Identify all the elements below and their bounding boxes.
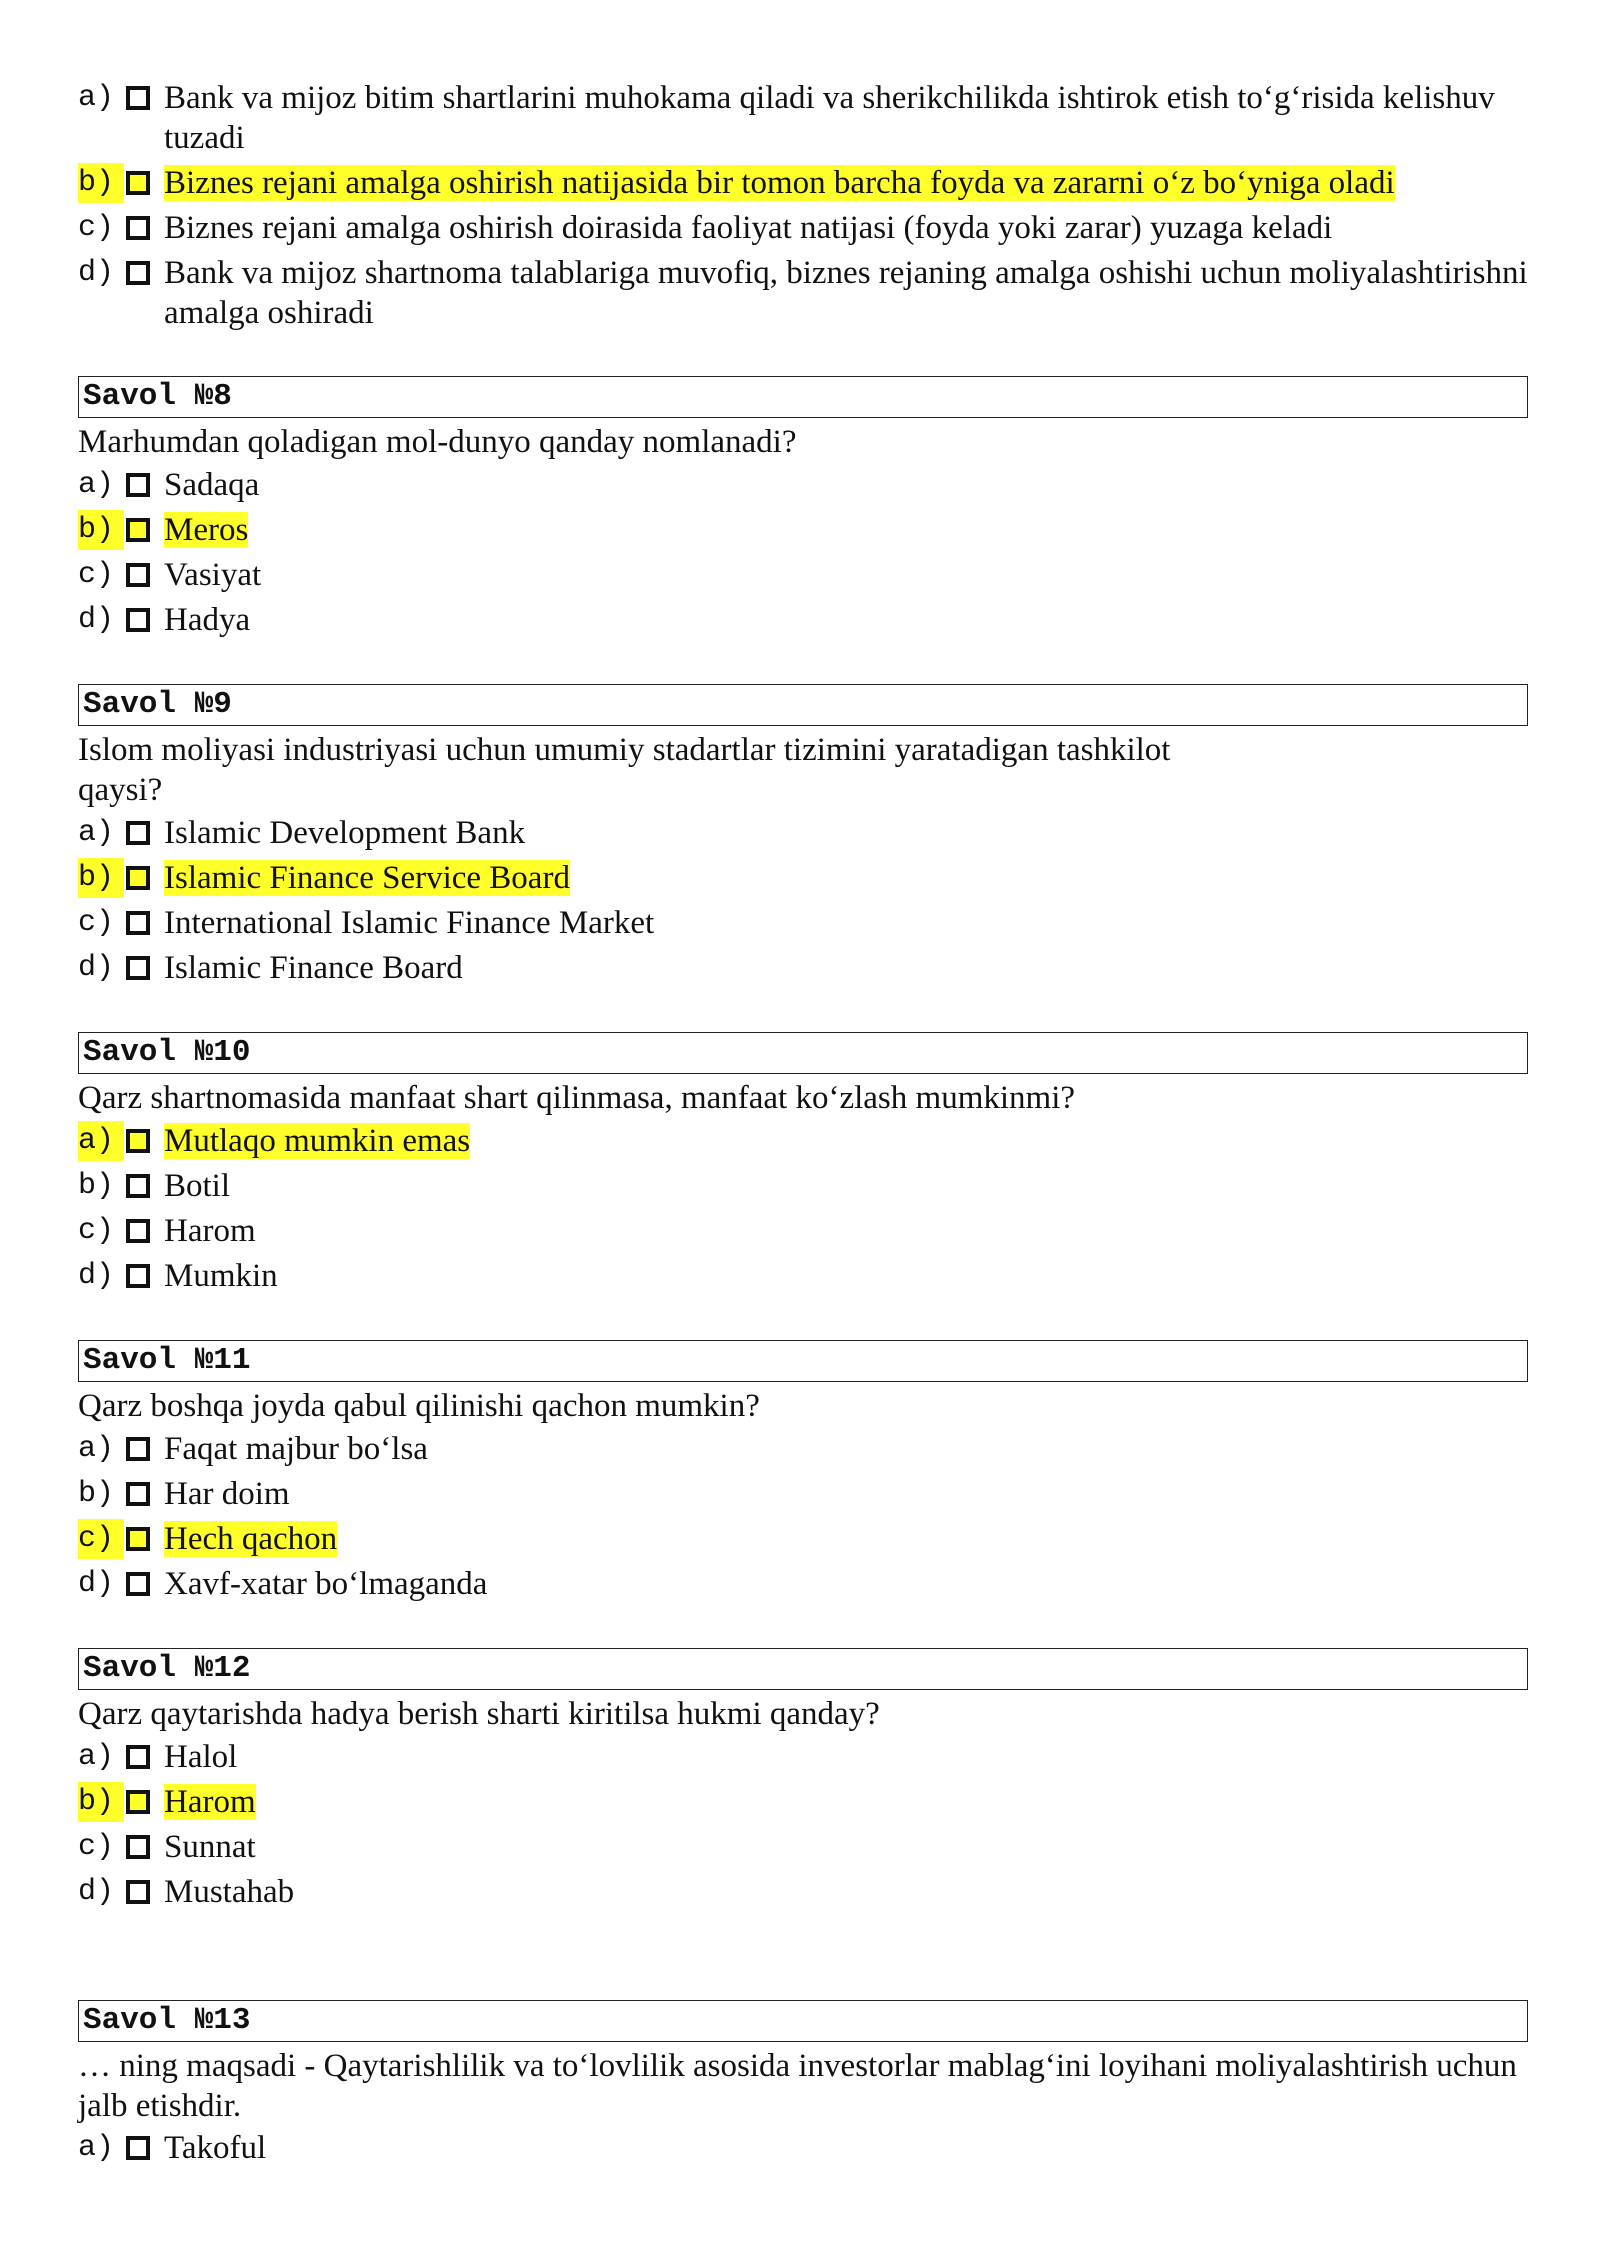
checkbox-icon[interactable] <box>126 518 150 542</box>
option-text: Halol <box>164 1739 238 1775</box>
option-letter: a) <box>78 2131 115 2165</box>
checkbox-icon[interactable] <box>126 1835 150 1859</box>
option-letter: b) <box>78 1169 115 1203</box>
q8-option-a[interactable] <box>78 465 1540 505</box>
q10-option-c[interactable] <box>78 1211 1540 1251</box>
checkbox-icon[interactable] <box>126 1880 150 1904</box>
q13-header: Savol №13 <box>78 2000 1528 2042</box>
option-letter: b) <box>78 1782 124 1822</box>
q9-option-c[interactable] <box>78 903 1540 943</box>
option-letter: b) <box>78 510 124 550</box>
option-letter: a) <box>78 81 115 115</box>
q12-option-d[interactable] <box>78 1872 1540 1912</box>
option-letter: a) <box>78 816 115 850</box>
option-letter: d) <box>78 603 115 637</box>
option-text: Bank va mijoz shartnoma talablariga muvofiq, biznes rejaning amalga oshishi uchun moliyalashtirishni amalga oshiradi <box>164 255 1528 331</box>
option-text-highlighted: Mutlaqo mumkin emas <box>164 1123 471 1159</box>
q10-header: Savol №10 <box>78 1032 1528 1074</box>
option-text-highlighted: Islamic Finance Service Board <box>164 860 570 896</box>
checkbox-icon[interactable] <box>126 473 150 497</box>
option-letter: c) <box>78 1519 124 1559</box>
q9-option-a[interactable] <box>78 813 1540 853</box>
option-text: Sadaqa <box>164 467 260 503</box>
checkbox-icon[interactable] <box>126 216 150 240</box>
checkbox-icon[interactable] <box>126 171 150 195</box>
checkbox-icon[interactable] <box>126 866 150 890</box>
q7-options <box>78 78 1540 338</box>
q10-option-a[interactable] <box>78 1121 1540 1161</box>
checkbox-icon[interactable] <box>126 1219 150 1243</box>
q11-option-c[interactable] <box>78 1519 1540 1559</box>
option-text-highlighted: Harom <box>164 1784 256 1820</box>
option-letter: c) <box>78 1214 115 1248</box>
q12-options <box>78 1737 1540 1917</box>
q11-option-a[interactable] <box>78 1429 1540 1469</box>
option-text: Islamic Finance Board <box>164 950 463 986</box>
option-text: Sunnat <box>164 1829 256 1865</box>
option-text-highlighted: Biznes rejani amalga oshirish natijasida bir tomon barcha foyda va zararni o‘z bo‘yniga oladi <box>164 165 1395 201</box>
q13-option-a[interactable] <box>78 2128 1540 2168</box>
option-text: Mumkin <box>164 1258 278 1294</box>
checkbox-icon[interactable] <box>126 1437 150 1461</box>
q8-option-c[interactable] <box>78 555 1540 595</box>
q7-option-d[interactable] <box>78 253 1540 333</box>
checkbox-icon[interactable] <box>126 1174 150 1198</box>
option-text: Bank va mijoz bitim shartlarini muhokama qiladi va sherikchilikda ishtirok etish to‘g‘risida kelishuv tuzadi <box>164 80 1495 156</box>
option-letter: a) <box>78 468 115 502</box>
checkbox-icon[interactable] <box>126 1129 150 1153</box>
option-text: Hadya <box>164 602 251 638</box>
q12-question: Qarz qaytarishda hadya berish sharti kiritilsa hukmi qanday? <box>78 1696 880 1732</box>
q9-question <box>78 730 1548 810</box>
q9-option-d[interactable] <box>78 948 1540 988</box>
option-letter: a) <box>78 1121 124 1161</box>
option-letter: b) <box>78 1477 115 1511</box>
option-letter: b) <box>78 163 124 203</box>
q12-option-a[interactable] <box>78 1737 1540 1777</box>
q11-question: Qarz boshqa joyda qabul qilinishi qachon mumkin? <box>78 1388 760 1424</box>
checkbox-icon[interactable] <box>126 2136 150 2160</box>
checkbox-icon[interactable] <box>126 1572 150 1596</box>
q7-option-a[interactable] <box>78 78 1540 158</box>
q11-option-b[interactable] <box>78 1474 1540 1514</box>
q8-option-d[interactable] <box>78 600 1540 640</box>
checkbox-icon[interactable] <box>126 1790 150 1814</box>
option-letter: d) <box>78 1567 115 1601</box>
checkbox-icon[interactable] <box>126 86 150 110</box>
option-letter: c) <box>78 906 115 940</box>
q9-header: Savol №9 <box>78 684 1528 726</box>
option-letter: c) <box>78 558 115 592</box>
q12-option-b[interactable] <box>78 1782 1540 1822</box>
option-text-highlighted: Meros <box>164 512 249 548</box>
option-text: Takoful <box>164 2130 267 2166</box>
q8-options <box>78 465 1540 645</box>
option-text: Har doim <box>164 1476 290 1512</box>
q11-option-d[interactable] <box>78 1564 1540 1604</box>
checkbox-icon[interactable] <box>126 563 150 587</box>
q7-option-b[interactable] <box>78 163 1540 203</box>
option-text-highlighted: Hech qachon <box>164 1521 338 1557</box>
q7-option-c[interactable] <box>78 208 1540 248</box>
checkbox-icon[interactable] <box>126 261 150 285</box>
q9-question-line2: qaysi? <box>78 772 163 808</box>
option-text: Vasiyat <box>164 557 262 593</box>
checkbox-icon[interactable] <box>126 956 150 980</box>
q9-question-line1: Islom moliyasi industriyasi uchun umumiy stadartlar tizimini yaratadigan tashkilot <box>78 732 1171 768</box>
option-text: Biznes rejani amalga oshirish doirasida faoliyat natijasi (foyda yoki zarar) yuzaga keladi <box>164 210 1333 246</box>
q13-question: … ning maqsadi - Qaytarishlilik va to‘lovlilik asosida investorlar mablag‘ini loyihani moliyalashtirish uchun jalb etishdir. <box>78 2048 1517 2124</box>
q12-option-c[interactable] <box>78 1827 1540 1867</box>
option-letter: d) <box>78 256 115 290</box>
q10-option-b[interactable] <box>78 1166 1540 1206</box>
option-letter: a) <box>78 1740 115 1774</box>
option-text: Xavf-xatar bo‘lmaganda <box>164 1566 488 1602</box>
option-text: International Islamic Finance Market <box>164 905 655 941</box>
option-text: Mustahab <box>164 1874 295 1910</box>
option-letter: a) <box>78 1432 115 1466</box>
q9-options <box>78 813 1540 993</box>
checkbox-icon[interactable] <box>126 1482 150 1506</box>
option-text: Botil <box>164 1168 231 1204</box>
q12-header: Savol №12 <box>78 1648 1528 1690</box>
q13-options <box>78 2128 1540 2173</box>
q11-options <box>78 1429 1540 1609</box>
option-letter: d) <box>78 1875 115 1909</box>
checkbox-icon[interactable] <box>126 911 150 935</box>
checkbox-icon[interactable] <box>126 608 150 632</box>
option-text: Islamic Development Bank <box>164 815 526 851</box>
q9-option-b[interactable] <box>78 858 1540 898</box>
option-letter: d) <box>78 951 115 985</box>
q8-question: Marhumdan qoladigan mol-dunyo qanday nomlanadi? <box>78 424 797 460</box>
option-text: Harom <box>164 1213 256 1249</box>
q10-option-d[interactable] <box>78 1256 1540 1296</box>
q10-options <box>78 1121 1540 1301</box>
q8-option-b[interactable] <box>78 510 1540 550</box>
q8-header: Savol №8 <box>78 376 1528 418</box>
option-letter: d) <box>78 1259 115 1293</box>
q11-header: Savol №11 <box>78 1340 1528 1382</box>
checkbox-icon[interactable] <box>126 821 150 845</box>
checkbox-icon[interactable] <box>126 1264 150 1288</box>
option-letter: c) <box>78 211 115 245</box>
q10-question: Qarz shartnomasida manfaat shart qilinmasa, manfaat ko‘zlash mumkinmi? <box>78 1080 1076 1116</box>
option-letter: c) <box>78 1830 115 1864</box>
option-letter: b) <box>78 858 124 898</box>
option-text: Faqat majbur bo‘lsa <box>164 1431 428 1467</box>
checkbox-icon[interactable] <box>126 1745 150 1769</box>
checkbox-icon[interactable] <box>126 1527 150 1551</box>
